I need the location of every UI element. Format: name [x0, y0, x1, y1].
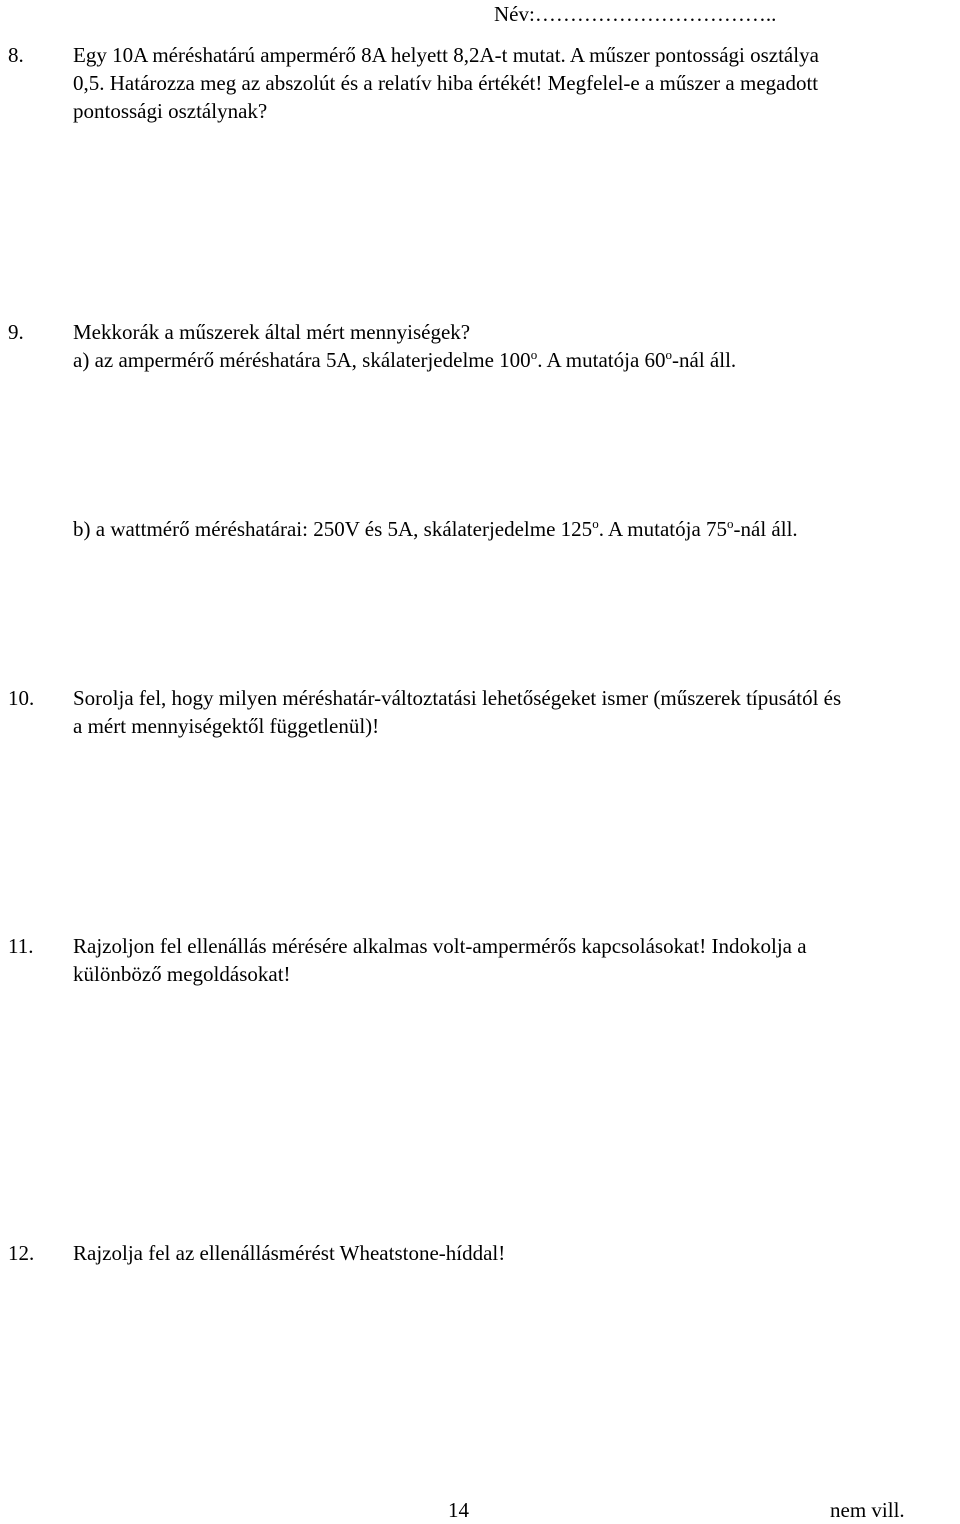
question-text-line: 0,5. Határozza meg az abszolút és a relatív hiba értékét! Megfelel-e a műszer a megadott — [73, 71, 819, 95]
part-a-text: -nál áll. — [672, 348, 737, 372]
question-text-line: Rajzolja fel az ellenállásmérést Wheatstone-híddal! — [73, 1241, 506, 1265]
footer-note: nem vill. — [830, 1498, 905, 1522]
question-part-a — [73, 346, 736, 374]
question-number: 8. — [8, 43, 24, 67]
part-b-text: -nál áll. — [733, 517, 798, 541]
question-text-line: különböző megoldásokat! — [73, 962, 291, 986]
question-part-b — [73, 515, 798, 543]
question-text-line: Sorolja fel, hogy milyen méréshatár-változtatási lehetőségeket ismer (műszerek típusától és — [73, 686, 842, 710]
question-number: 9. — [8, 320, 24, 344]
part-a-text: a) az ampermérő méréshatára 5A, skálaterjedelme 100 — [73, 348, 531, 372]
degree-superscript: o — [665, 347, 673, 362]
degree-superscript: o — [592, 516, 599, 531]
question-text-line: Mekkorák a műszerek által mért mennyiségek? — [73, 320, 471, 344]
question-text-line: Rajzoljon fel ellenállás mérésére alkalmas volt-ampermérős kapcsolásokat! Indokolja a — [73, 934, 807, 958]
question-number: 10. — [8, 686, 35, 710]
page-number: 14 — [448, 1498, 469, 1522]
part-b-text: b) a wattmérő méréshatárai: 250V és 5A, skálaterjedelme 125 — [73, 517, 593, 541]
question-text-line: Egy 10A méréshatárú ampermérő 8A helyett 8,2A-t mutat. A műszer pontossági osztálya — [73, 43, 819, 67]
name-field-label: Név:…………………………….. — [494, 2, 777, 26]
question-text-line: pontossági osztálynak? — [73, 99, 268, 123]
part-b-text: . A mutatója 75 — [598, 517, 728, 541]
part-a-text: . A mutatója 60 — [537, 348, 666, 372]
degree-superscript: o — [530, 347, 538, 362]
question-number: 12. — [8, 1241, 35, 1265]
degree-superscript: o — [727, 516, 734, 531]
question-text-line: a mért mennyiségektől függetlenül)! — [73, 714, 380, 738]
question-number: 11. — [8, 934, 34, 958]
